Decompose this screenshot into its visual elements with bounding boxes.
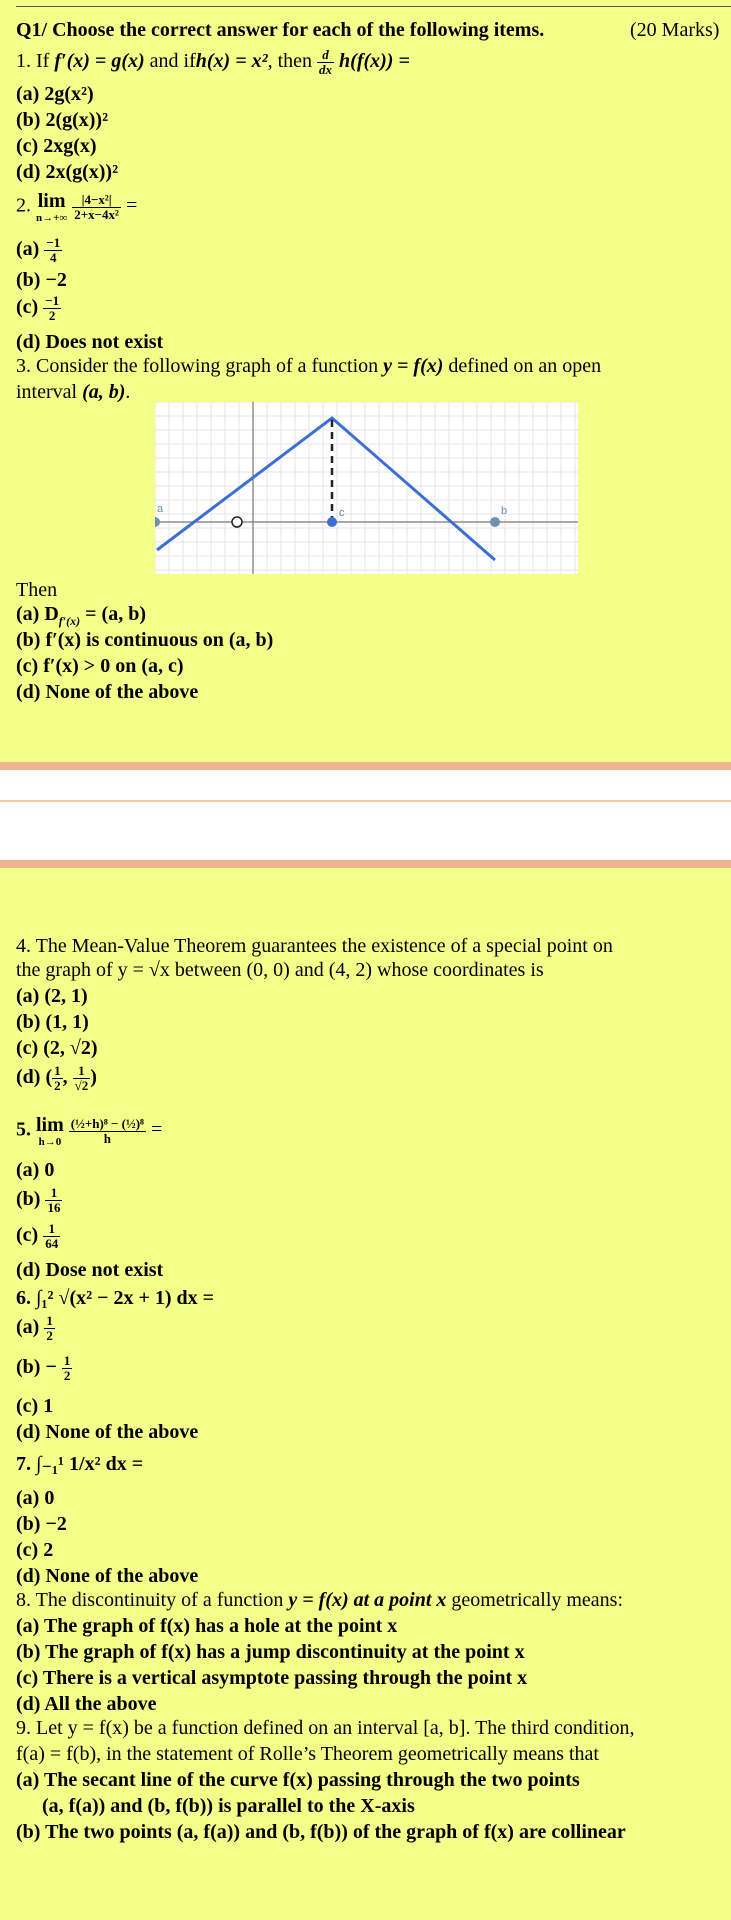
q1-stem: 1. If f′(x) = g(x) and ifh(x) = x², then $\frac{d}{dx}$ h(f(x)) = <box>16 47 410 77</box>
q4-line1: 4. The Mean-Value Theorem guarantees the existence of a special point on <box>16 935 613 957</box>
open-point-origin <box>232 517 242 527</box>
q4-line2: the graph of y = √x between (0, 0) and (4, 2) whose coordinates is <box>16 959 544 981</box>
q3-option-b: (b) f′(x) is continuous on (a, b) <box>16 629 274 651</box>
q3-stem-line2: interval (a, b). <box>16 381 131 403</box>
q2-option-d: (d) Does not exist <box>16 331 164 353</box>
q2-limit: lim n→+∞ <box>36 190 68 224</box>
q5-stem: 5. lim h→0 $\frac{\text{(½+h)⁸ − (½)⁸}}{h}$ = <box>16 1114 163 1148</box>
q7-stem: 7. ∫₋₁¹ 1/x² dx = <box>16 1453 144 1475</box>
q6-option-c: (c) 1 <box>16 1395 54 1417</box>
q8-stem: 8. The discontinuity of a function y = f(x) at a point x geometrically means: <box>16 1589 624 1611</box>
q9-line2: f(a) = f(b), in the statement of Rolle’s Theorem geometrically means that <box>16 1743 599 1765</box>
q1-option-d: (d) 2x(g(x))² <box>16 161 119 183</box>
header-title: Q1/ Choose the correct answer for each of the following items. <box>16 19 545 41</box>
q4-option-a: (a) (2, 1) <box>16 985 88 1007</box>
q8-option-d: (d) All the above <box>16 1693 157 1715</box>
point-a <box>155 517 160 527</box>
top-rule <box>16 6 731 7</box>
q9-option-b: (b) The two points (a, f(a)) and (b, f(b)) of the graph of f(x) are collinear <box>16 1821 626 1843</box>
page-2 <box>0 860 731 1920</box>
q4-option-d: (d) ( $\frac{1}{2}$ , $\frac{1}{√2}$ ) <box>16 1063 97 1093</box>
q1-option-a: (a) 2g(x²) <box>16 83 94 105</box>
q3-option-d: (d) None of the above <box>16 681 199 703</box>
q3-option-c: (c) f′(x) > 0 on (a, c) <box>16 655 184 677</box>
q3-option-a: (a) $D_{f'(x)} = (a$, b) <box>16 603 146 628</box>
q9-option-a-line2: (a, f(a)) and (b, f(b)) is parallel to the X-axis <box>42 1795 415 1817</box>
q1-derivative: $\frac{d}{dx}$ <box>319 47 333 77</box>
point-b <box>490 517 500 527</box>
q7-option-d: (d) None of the above <box>16 1565 199 1587</box>
q3-graph <box>155 402 578 574</box>
page-1 <box>0 0 731 770</box>
q5-option-b: (b) $\frac{1}{16}$ <box>16 1185 61 1215</box>
q2-stem: 2. lim n→+∞ $\frac{\text{|4−x²|}}{\text{2+x−4x²}}$ = <box>16 190 138 224</box>
q5-option-d: (d) Dose not exist <box>16 1259 164 1281</box>
q3-stem-line1: 3. Consider the following graph of a function y = f(x) defined on an open <box>16 355 602 377</box>
q7-option-a: (a) 0 <box>16 1487 55 1509</box>
q2-option-b: (b) −2 <box>16 269 67 291</box>
q9-line1: 9. Let y = f(x) be a function defined on an interval [a, b]. The third condition, <box>16 1717 635 1739</box>
header-marks: (20 Marks) <box>630 19 720 41</box>
q5-fraction: $\frac{\text{(½+h)⁸ − (½)⁸}}{h}$ <box>70 1115 144 1146</box>
label-c: c <box>339 507 345 519</box>
q6-stem: 6. ∫₁² √(x² − 2x + 1) dx = <box>16 1287 215 1309</box>
q2-fraction: $\frac{\text{|4−x²|}}{\text{2+x−4x²}}$ <box>74 191 119 222</box>
q8-option-a: (a) The graph of f(x) has a hole at the point x <box>16 1615 398 1637</box>
label-a: a <box>157 503 164 515</box>
q8-option-b: (b) The graph of f(x) has a jump discontinuity at the point x <box>16 1641 525 1663</box>
q2-option-c: (c) $\frac{-1}{2}$ <box>16 293 60 323</box>
q8-option-c: (c) There is a vertical asymptote passing through the point x <box>16 1667 528 1689</box>
q1-option-c: (c) 2xg(x) <box>16 135 97 157</box>
q7-option-c: (c) 2 <box>16 1539 54 1561</box>
q1-option-b: (b) 2(g(x))² <box>16 109 109 131</box>
point-c <box>327 517 337 527</box>
q4-option-b: (b) (1, 1) <box>16 1011 89 1033</box>
function-curve <box>157 418 495 560</box>
label-b: b <box>501 505 508 517</box>
q7-option-b: (b) −2 <box>16 1513 67 1535</box>
q3-graph-svg <box>155 402 578 574</box>
q3-then: Then <box>16 579 58 601</box>
q4-option-c: (c) (2, √2) <box>16 1037 98 1059</box>
page-separator <box>0 800 731 802</box>
q5-option-c: (c) $\frac{1}{64}$ <box>16 1221 59 1251</box>
q9-option-a-line1: (a) The secant line of the curve f(x) passing through the two points <box>16 1769 580 1791</box>
q6-option-b: (b) − $\frac{1}{2}$ <box>16 1353 71 1383</box>
q2-option-a: (a) $\frac{-1}{4}$ <box>16 235 61 265</box>
q5-option-a: (a) 0 <box>16 1159 55 1181</box>
q5-limit: lim h→0 <box>36 1114 64 1148</box>
q6-option-d: (d) None of the above <box>16 1421 199 1443</box>
q6-option-a: (a) $\frac{1}{2}$ <box>16 1313 53 1343</box>
